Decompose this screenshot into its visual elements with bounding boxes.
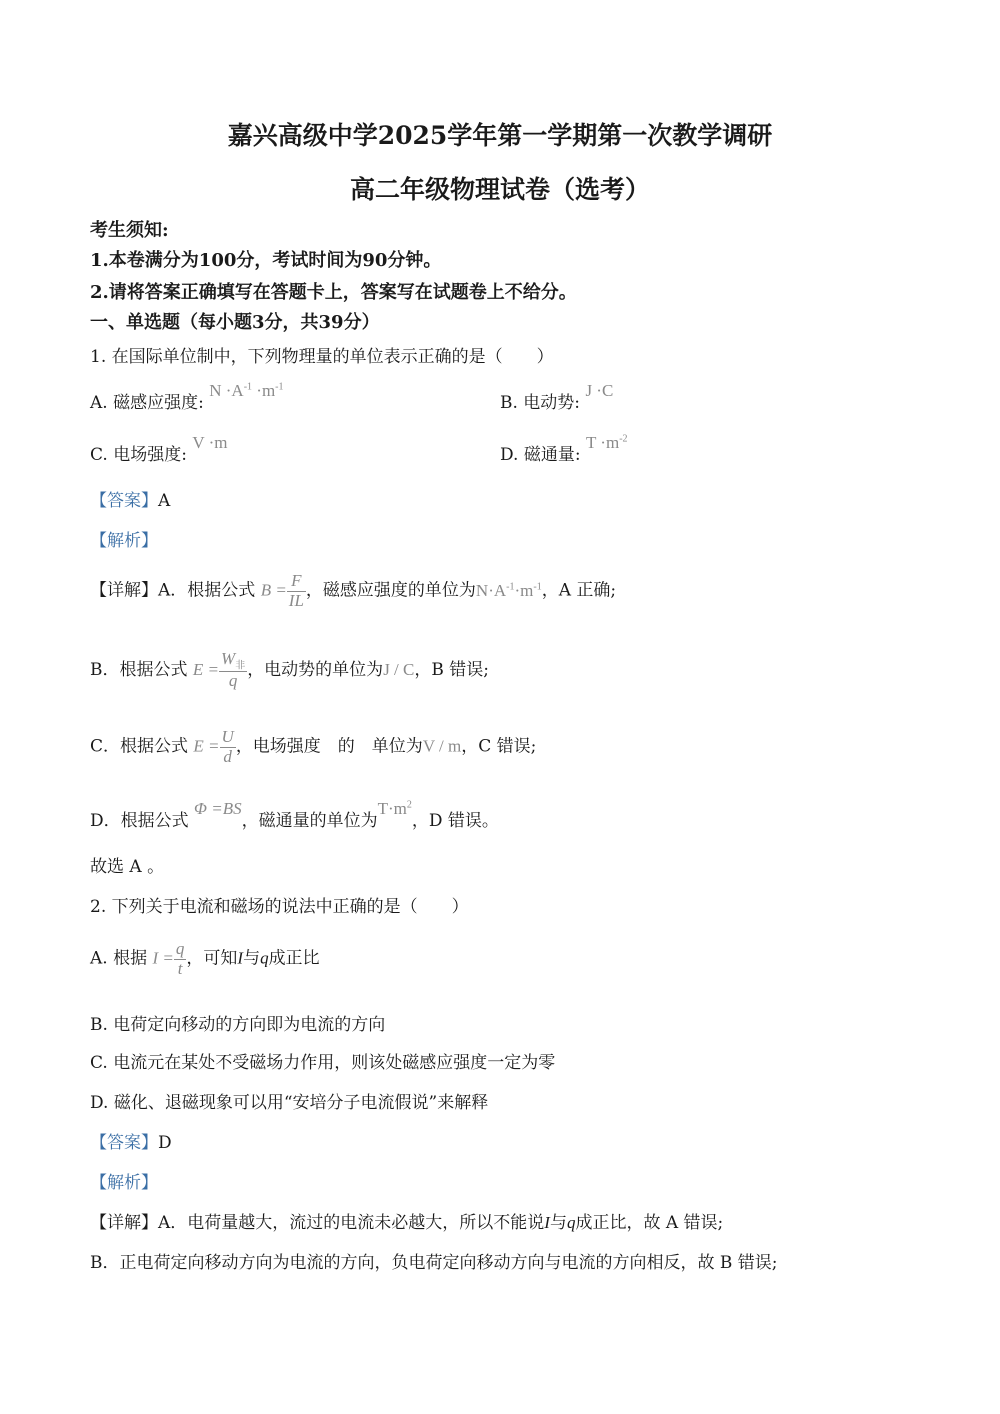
option-unit: V ·m	[192, 433, 228, 452]
option-label: A. 磁感应强度:	[90, 393, 204, 413]
q1-conclusion: 故选 A 。	[90, 857, 165, 877]
q1-option-d: D. 磁通量: $T \cdot m^{-2}$	[500, 433, 628, 465]
q1-analysis-tag: 【解析】	[90, 531, 158, 551]
q1-answer: 【答案】A	[90, 491, 171, 511]
q2-option-b: B. 电荷定向移动的方向即为电流的方向	[90, 1015, 386, 1035]
q1-option-c	[90, 433, 910, 465]
q1-detail-b: B．根据公式 E = $\frac{W_非}{q}$ ，电动势的单位为J / C，B 错误;	[90, 649, 489, 691]
notice-item-2: 2.请将答案正确填写在答题卡上，答案写在试题卷上不给分。	[90, 282, 577, 303]
q2-option-c: C. 电流元在某处不受磁场力作用，则该处磁感应强度一定为零	[90, 1053, 556, 1073]
q2-option-a: A. 根据 I = $\frac{q}{t}$ ，可知I与q成正比	[90, 939, 320, 978]
q1-detail-a: 【详解】A．根据公式 B = $\frac{F}{IL}$ ，磁感应强度的单位为$N\cdot A^{-1}\cdot m^{-1}$，A 正确;	[90, 571, 617, 610]
q2-detail-b: B．正电荷定向移动方向为电流的方向，负电荷定向移动方向与电流的方向相反，故 B 错误;	[90, 1253, 778, 1273]
q1-detail-c: C．根据公式 E = $\frac{U}{d}$ ，电场强度 的 单位为V / m，C 错误;	[90, 727, 537, 766]
notice-heading: 考生须知:	[90, 220, 169, 241]
option-unit: $N \cdot A^{-1} \cdot m^{-1}$	[209, 381, 284, 400]
notice-item-1: 1.本卷满分为100分，考试时间为90分钟。	[90, 250, 442, 271]
q1-option-b: B. 电动势: J ·C	[500, 381, 614, 413]
q1-detail-d: D．根据公式 Φ =BS，磁通量的单位为$T\cdot m^2$，D 错误。	[90, 799, 499, 831]
exam-subtitle: 高二年级物理试卷（选考）	[349, 175, 650, 204]
q2-detail-a: 【详解】A．电荷量越大，流过的电流未必越大，所以不能说I与q成正比，故 A 错误;	[90, 1213, 724, 1233]
exam-title: 嘉兴高级中学2025学年第一学期第一次教学调研	[227, 121, 773, 150]
q1-option-a	[90, 381, 910, 413]
q2-analysis-tag: 【解析】	[90, 1173, 158, 1193]
q2-answer: 【答案】D	[90, 1133, 172, 1153]
option-label: C. 电场强度:	[90, 445, 187, 465]
q2-option-d: D. 磁化、退磁现象可以用“安培分子电流假说”来解释	[90, 1093, 489, 1113]
section-heading: 一、单选题（每小题3分，共39分）	[90, 312, 380, 333]
question-1-stem: 1. 在国际单位制中，下列物理量的单位表示正确的是（ ）	[90, 347, 554, 367]
question-2-stem: 2. 下列关于电流和磁场的说法中正确的是（ ）	[90, 897, 469, 917]
